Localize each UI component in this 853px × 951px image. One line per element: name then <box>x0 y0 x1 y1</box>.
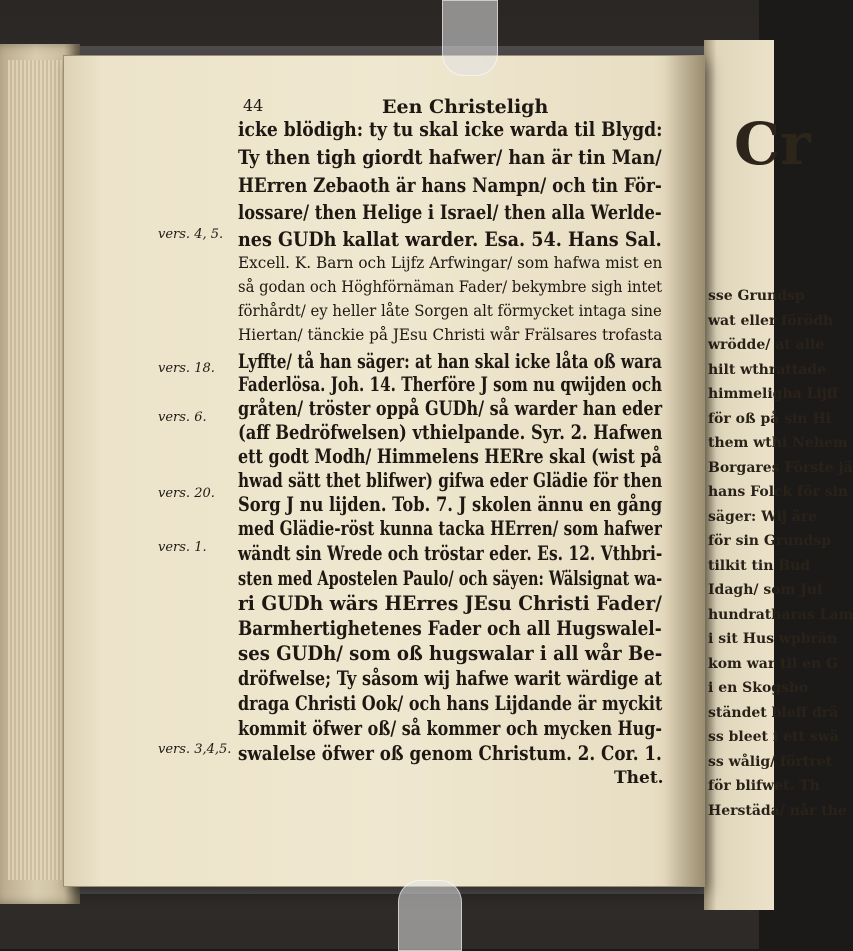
text-line: gråten/ tröster oppå GUDh/ så warder han eder <box>238 397 663 420</box>
page-clip-top <box>442 0 498 76</box>
catchword: Thet. <box>614 768 664 788</box>
facing-page-line: wat eller förödh <box>708 312 834 329</box>
text-line: sten med Apostelen Paulo/ och säyen: Wälsignat wa- <box>238 567 663 590</box>
facing-page-line: sse Grundsp <box>708 288 805 304</box>
page-edges <box>8 60 64 880</box>
facing-page <box>704 40 853 910</box>
text-line: Ty then tigh giordt hafwer/ han är tin Man/ <box>238 146 662 169</box>
text-line: Excell. K. Barn och Lijfz Arfwingar/ som hafwa mist en <box>238 254 663 272</box>
margin-reference: vers. 20. <box>158 486 215 501</box>
page-clip-bottom <box>398 880 462 951</box>
facing-page-line: tilkit tin Bud <box>708 557 811 574</box>
facing-page-line: Herstäda/ når the <box>708 802 847 819</box>
text-line: icke blödigh: ty tu skal icke warda til Blygd: <box>238 118 663 141</box>
facing-page-line: himmeligha Lijff <box>708 386 839 402</box>
holder-strap-top <box>0 46 759 56</box>
margin-reference: vers. 3,4,5. <box>158 742 232 757</box>
gutter-shadow <box>664 56 704 886</box>
text-line: wändt sin Wrede och tröstar eder. Es. 12. Vthbri- <box>238 542 663 565</box>
running-title: Een Christeligh <box>382 96 549 118</box>
facing-page-line: för blifwet. Th <box>708 778 820 794</box>
facing-page-line: ständet bleff drä <box>708 704 839 721</box>
text-line: ett godt Modh/ Himmelens HERre skal (wist på <box>238 445 662 468</box>
text-line: (aff Bedröfwelsen) vthielpande. Syr. 2. Hafwen <box>238 421 663 444</box>
text-line: Hiertan/ tänckie på JEsu Christi wår Frälsares trofasta <box>238 326 663 344</box>
margin-reference: vers. 1. <box>158 540 207 555</box>
facing-page-line: ss wålig/ förtret <box>708 753 833 770</box>
facing-page-line: i sit Hus wpbrän <box>708 631 838 647</box>
facing-page-line: kom war til en G <box>708 655 838 672</box>
facing-page-line: hans Folck för sin <box>708 484 849 500</box>
facing-page-line: i en Skogsbo <box>708 680 809 696</box>
text-line: Faderlösa. Joh. 14. Therföre J som nu qwijden och <box>238 373 663 396</box>
margin-reference: vers. 4, 5. <box>158 227 224 242</box>
text-line: så godan och Höghförnäman Fader/ bekymbre sigh intet <box>238 278 663 296</box>
facing-page-line: hilt wthrattade <box>708 361 827 378</box>
text-line: kommit öfwer oß/ så kommer och mycken Hug- <box>238 717 662 740</box>
text-line: Lyffte/ tå han säger: at han skal icke låta oß wara <box>238 350 662 373</box>
facing-page-line: them wthi Nehem <box>708 435 848 451</box>
text-line: dröfwelse; Ty såsom wij hafwe warit wärdige at <box>238 667 663 690</box>
facing-page-line: hundratharas Lam <box>708 606 853 623</box>
margin-reference: vers. 6. <box>158 410 207 425</box>
text-line: draga Christi Ook/ och hans Lijdande är myckit <box>238 692 663 715</box>
facing-page-line: säger: Wij äre <box>708 508 818 525</box>
margin-reference: vers. 18. <box>158 361 215 376</box>
text-line: förhårdt/ ey heller låte Sorgen alt förmycket intaga sine <box>238 302 662 320</box>
text-line: ri GUDh wärs HErres JEsu Christi Fader/ <box>238 592 662 615</box>
text-line: nes GUDh kallat warder. Esa. 54. Hans Sal. <box>238 228 662 251</box>
page-number: 44 <box>243 96 264 115</box>
text-line: ses GUDh/ som oß hugswalar i all wår Be- <box>238 642 663 665</box>
text-line: HErren Zebaoth är hans Nampn/ och tin För- <box>238 174 662 197</box>
text-line: med Glädie-röst kunna tacka HErren/ som hafwer <box>238 517 662 540</box>
text-line: hwad sätt thet blifwer) gifwa eder Glädie för then <box>238 469 663 492</box>
text-line: lossare/ then Helige i Israel/ then alla Werlde- <box>238 201 662 224</box>
facing-page-line: för oß på sin Hi <box>708 410 831 427</box>
text-line: Barmhertighetenes Fader och all Hugswalel- <box>238 617 662 640</box>
facing-page-line: för sin Grundsp <box>708 533 832 549</box>
text-line: Sorg J nu lijden. Tob. 7. J skolen ännu en gång <box>238 493 663 516</box>
facing-page-heading: Cr <box>734 110 811 178</box>
facing-page-line: Borgares Förste jä <box>708 459 853 476</box>
facing-page-line: Idagh/ som Jul <box>708 582 823 598</box>
facing-page-line: ss bleet i ett swä <box>708 729 839 745</box>
text-line: swalelse öfwer oß genom Christum. 2. Cor. 1. <box>238 742 662 765</box>
facing-page-line: wrödde/ at alle <box>708 337 825 353</box>
